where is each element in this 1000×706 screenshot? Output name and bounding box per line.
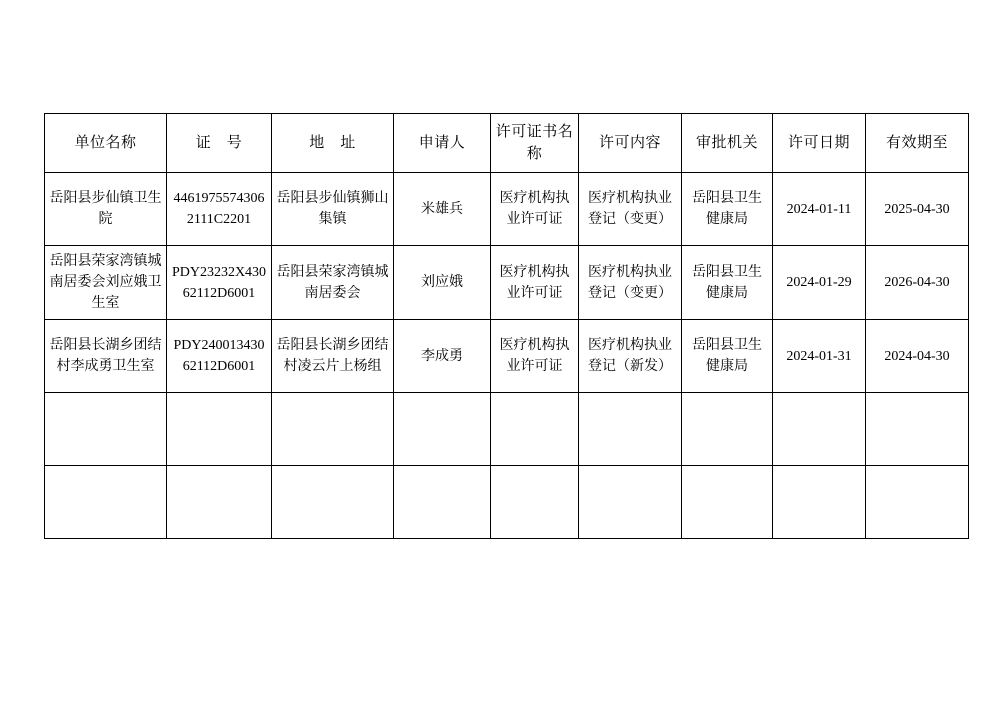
- cell-content: [579, 393, 682, 466]
- cell-authority: [682, 466, 773, 539]
- column-header-cert-no: 证 号: [167, 114, 272, 173]
- column-header-address: 地 址: [272, 114, 394, 173]
- cell-cert-name: 医疗机构执业许可证: [491, 320, 579, 393]
- cell-authority: 岳阳县卫生健康局: [682, 320, 773, 393]
- table-header: [45, 114, 969, 173]
- cell-authority: [682, 393, 773, 466]
- cell-permit-date: 2024-01-31: [773, 320, 866, 393]
- cell-unit: 岳阳县长湖乡团结村李成勇卫生室: [45, 320, 167, 393]
- cell-address: [272, 393, 394, 466]
- cell-applicant: [394, 393, 491, 466]
- cell-valid-until: 2025-04-30: [866, 173, 969, 246]
- cell-applicant: [394, 466, 491, 539]
- cell-address: 岳阳县荣家湾镇城南居委会: [272, 246, 394, 320]
- cell-address: 岳阳县步仙镇狮山集镇: [272, 173, 394, 246]
- cell-valid-until: [866, 466, 969, 539]
- cell-unit: [45, 466, 167, 539]
- column-header-valid-until: 有效期至: [866, 114, 969, 173]
- cell-cert-no: 44619755743062111C2201: [167, 173, 272, 246]
- column-header-authority: 审批机关: [682, 114, 773, 173]
- cell-content: [579, 466, 682, 539]
- cell-unit: 岳阳县步仙镇卫生院: [45, 173, 167, 246]
- column-header-cert-name: 许可证书名称: [491, 114, 579, 173]
- cell-valid-until: 2024-04-30: [866, 320, 969, 393]
- cell-cert-name: 医疗机构执业许可证: [491, 246, 579, 320]
- cell-address: 岳阳县长湖乡团结村凌云片上杨组: [272, 320, 394, 393]
- column-header-applicant: 申请人: [394, 114, 491, 173]
- cell-cert-no: PDY23232X43062112D6001: [167, 246, 272, 320]
- cell-unit: [45, 393, 167, 466]
- cell-cert-no: PDY24001343062112D6001: [167, 320, 272, 393]
- cell-permit-date: 2024-01-29: [773, 246, 866, 320]
- cell-cert-no: [167, 466, 272, 539]
- cell-cert-name: [491, 466, 579, 539]
- cell-address: [272, 466, 394, 539]
- table-row: [45, 466, 969, 539]
- cell-cert-name: [491, 393, 579, 466]
- table-row: [45, 393, 969, 466]
- cell-authority: 岳阳县卫生健康局: [682, 246, 773, 320]
- cell-permit-date: [773, 393, 866, 466]
- permit-table-container: [44, 113, 968, 539]
- cell-applicant: 李成勇: [394, 320, 491, 393]
- cell-permit-date: [773, 466, 866, 539]
- column-header-content: 许可内容: [579, 114, 682, 173]
- cell-content: 医疗机构执业登记（变更）: [579, 246, 682, 320]
- table-row: [45, 246, 969, 320]
- cell-content: 医疗机构执业登记（变更）: [579, 173, 682, 246]
- column-header-unit: 单位名称: [45, 114, 167, 173]
- cell-content: 医疗机构执业登记（新发）: [579, 320, 682, 393]
- permit-table: [44, 113, 969, 539]
- table-body: [45, 173, 969, 539]
- cell-permit-date: 2024-01-11: [773, 173, 866, 246]
- cell-valid-until: [866, 393, 969, 466]
- table-header-row: [45, 114, 969, 173]
- cell-cert-no: [167, 393, 272, 466]
- cell-applicant: 米雄兵: [394, 173, 491, 246]
- column-header-permit-date: 许可日期: [773, 114, 866, 173]
- table-row: [45, 320, 969, 393]
- cell-unit: 岳阳县荣家湾镇城南居委会刘应娥卫生室: [45, 246, 167, 320]
- cell-applicant: 刘应娥: [394, 246, 491, 320]
- table-row: [45, 173, 969, 246]
- cell-valid-until: 2026-04-30: [866, 246, 969, 320]
- cell-cert-name: 医疗机构执业许可证: [491, 173, 579, 246]
- cell-authority: 岳阳县卫生健康局: [682, 173, 773, 246]
